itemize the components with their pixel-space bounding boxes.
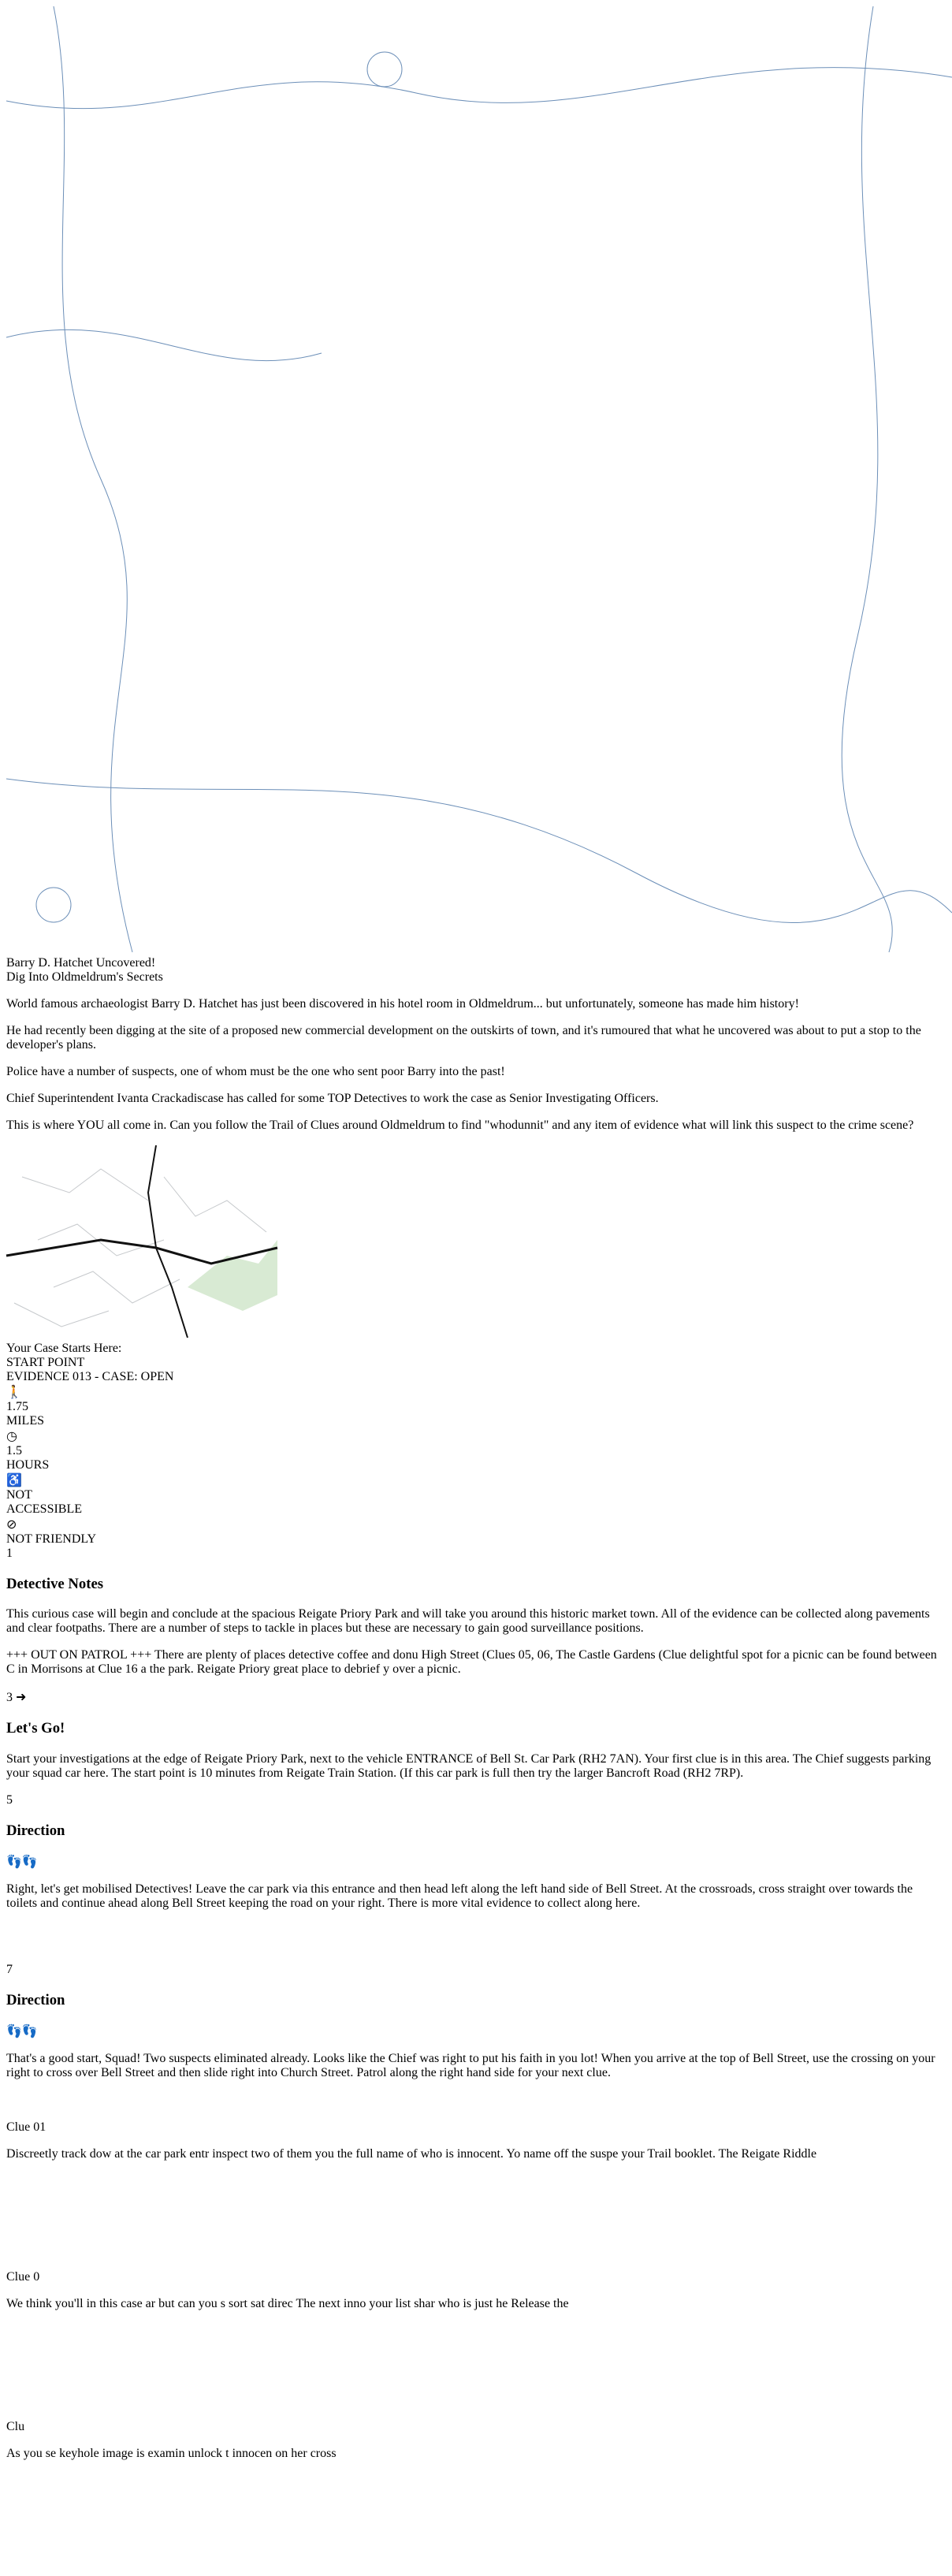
story-paragraph: Police have a number of suspects, one of whom must be the one who sent poor Barry into the past! bbox=[6, 1065, 505, 1078]
clue-card bbox=[6, 2420, 946, 2570]
patrol-text: +++ OUT ON PATROL +++ There are plenty of places detective coffee and donu High Street (Clues 05, 06, The Castle Gardens (Clue delightful spot for a picnic can be found between C in Morrisons at Clue 16 a the park. Reigate Priory great place to debrief y over a picnic. bbox=[6, 1648, 937, 1677]
card-number: 5 bbox=[6, 1792, 13, 1807]
direction-text: Right, let's get mobilised Detectives! Leave the car park via this entrance and then head left along the left hand side of Bell Street. At the crossroads, cross straight over towards the toilets and continue ahead along Bell Street keeping the road on your right. There is more vital evidence to collect along here. bbox=[6, 1882, 913, 1911]
right-page bbox=[6, 1547, 946, 2570]
no-dog-icon: ⊘ bbox=[6, 1518, 17, 1532]
clue-text: Discreetly track dow at the car park entr inspect two of them you the full name of who is innocent. Yo name off the suspe your Trail booklet. The Reigate Riddle bbox=[6, 2146, 817, 2161]
route-stats-card bbox=[6, 1384, 946, 1547]
direction-title: Direction bbox=[6, 1822, 65, 1839]
stat-unit: MILES bbox=[6, 1414, 44, 1428]
card-number: 1 bbox=[6, 1547, 13, 1560]
stat-dogs bbox=[6, 1517, 946, 1547]
clue-card bbox=[6, 2270, 946, 2420]
story-paragraph: World famous archaeologist Barry D. Hatchet has just been discovered in his hotel room in Oldmeldrum... but unfortunately, someone has made him history! bbox=[6, 997, 799, 1011]
story-paragraph: This is where YOU all come in. Can you follow the Trail of Clues around Oldmeldrum to find "whodunnit" and any item of evidence what will link this suspect to the crime scene? bbox=[6, 1119, 914, 1132]
lets-go-text: Start your investigations at the edge of Reigate Priory Park, next to the vehicle ENTRANCE of Bell St. Car Park (RH2 7AN). Your first clue is in this area. The Chief suggests parking your squad car here. The start point is 10 minutes from Reigate Train Station. (If this car park is full then try the larger Bancroft Road (RH2 7RP). bbox=[6, 1751, 932, 1780]
clue-title: Clu bbox=[6, 2419, 25, 2433]
clue-title: Clue 0 bbox=[6, 2269, 40, 2284]
direction-title: Direction bbox=[6, 1991, 65, 2008]
arrow-right-icon: ➜ bbox=[16, 1691, 27, 1705]
clue-title: Clue 01 bbox=[6, 2120, 46, 2134]
notepad-sheet bbox=[6, 956, 946, 1133]
clue-text: We think you'll in this case ar but can you s sort sat direc The next inno your list shar who is just he Release the bbox=[6, 2296, 569, 2310]
card-number: 3 bbox=[6, 1691, 13, 1705]
notes-title: Detective Notes bbox=[6, 1575, 104, 1592]
footprints-icon: 👣👣 bbox=[6, 2025, 38, 2039]
wheelchair-icon: ♿ bbox=[6, 1474, 22, 1487]
direction-card bbox=[6, 1963, 946, 2120]
clue-card bbox=[6, 2120, 946, 2270]
background-street-map bbox=[6, 6, 952, 952]
stat-value: 1.75 bbox=[6, 1400, 28, 1413]
direction-text: That's a good start, Squad! Two suspects eliminated already. Looks like the Chief was right to put his faith in you lot! When you arrive at the top of Bell Street, use the crossing on your right to cross over Bell Street and then slide right into Church Street. Patrol along the right hand side for your next clue. bbox=[6, 2052, 935, 2080]
story-paragraph: Chief Superintendent Ivanta Crackadiscase has called for some TOP Detectives to work the case as Senior Investigating Officers. bbox=[6, 1092, 659, 1105]
clue-text: As you se keyhole image is examin unlock t innocen on her cross bbox=[6, 2446, 337, 2460]
stat-duration bbox=[6, 1428, 946, 1472]
stat-unit: ACCESSIBLE bbox=[6, 1502, 83, 1516]
stat-accessibility bbox=[6, 1472, 946, 1517]
route-map bbox=[6, 1145, 946, 1342]
out-on-patrol-card bbox=[6, 1648, 946, 1677]
left-page bbox=[6, 956, 946, 1547]
walking-icon: 🚶 bbox=[6, 1386, 22, 1399]
direction-card bbox=[6, 1793, 946, 1963]
story-paragraph: He had recently been digging at the site of a proposed new commercial development on the outskirts of town, and it's rumoured that what he uncovered was about to put a stop to the developer's plans. bbox=[6, 1024, 921, 1052]
page-subtitle: Dig Into Oldmeldrum's Secrets bbox=[6, 970, 163, 984]
case-starts-label: Your Case Starts Here: bbox=[6, 1342, 122, 1355]
story-text bbox=[6, 997, 946, 1133]
footprints-icon: 👣👣 bbox=[6, 1856, 38, 1870]
stat-value: NOT bbox=[6, 1488, 32, 1502]
evidence-label: EVIDENCE 013 - CASE: OPEN bbox=[6, 1370, 174, 1383]
detective-notes-card bbox=[6, 1547, 946, 1636]
notes-text: This curious case will begin and conclude at the spacious Reigate Priory Park and will take you around this historic market town. All of the evidence can be collected along pavements and clear footpaths. There are a number of steps to tackle in places but these are necessary to gain good surveillance positions. bbox=[6, 1607, 930, 1636]
page-title: Barry D. Hatchet Uncovered! bbox=[6, 956, 156, 970]
booklet-spread bbox=[6, 956, 946, 2570]
stat-unit: HOURS bbox=[6, 1458, 50, 1472]
start-point-label: START POINT bbox=[6, 1356, 85, 1369]
stat-distance bbox=[6, 1384, 946, 1428]
stat-unit: NOT FRIENDLY bbox=[6, 1532, 97, 1546]
card-number: 7 bbox=[6, 1962, 13, 1976]
clock-icon: ◷ bbox=[6, 1430, 17, 1443]
map-roads bbox=[6, 1145, 277, 1338]
lets-go-title: Let's Go! bbox=[6, 1720, 65, 1737]
lets-go-card bbox=[6, 1689, 946, 1780]
stat-value: 1.5 bbox=[6, 1444, 22, 1457]
